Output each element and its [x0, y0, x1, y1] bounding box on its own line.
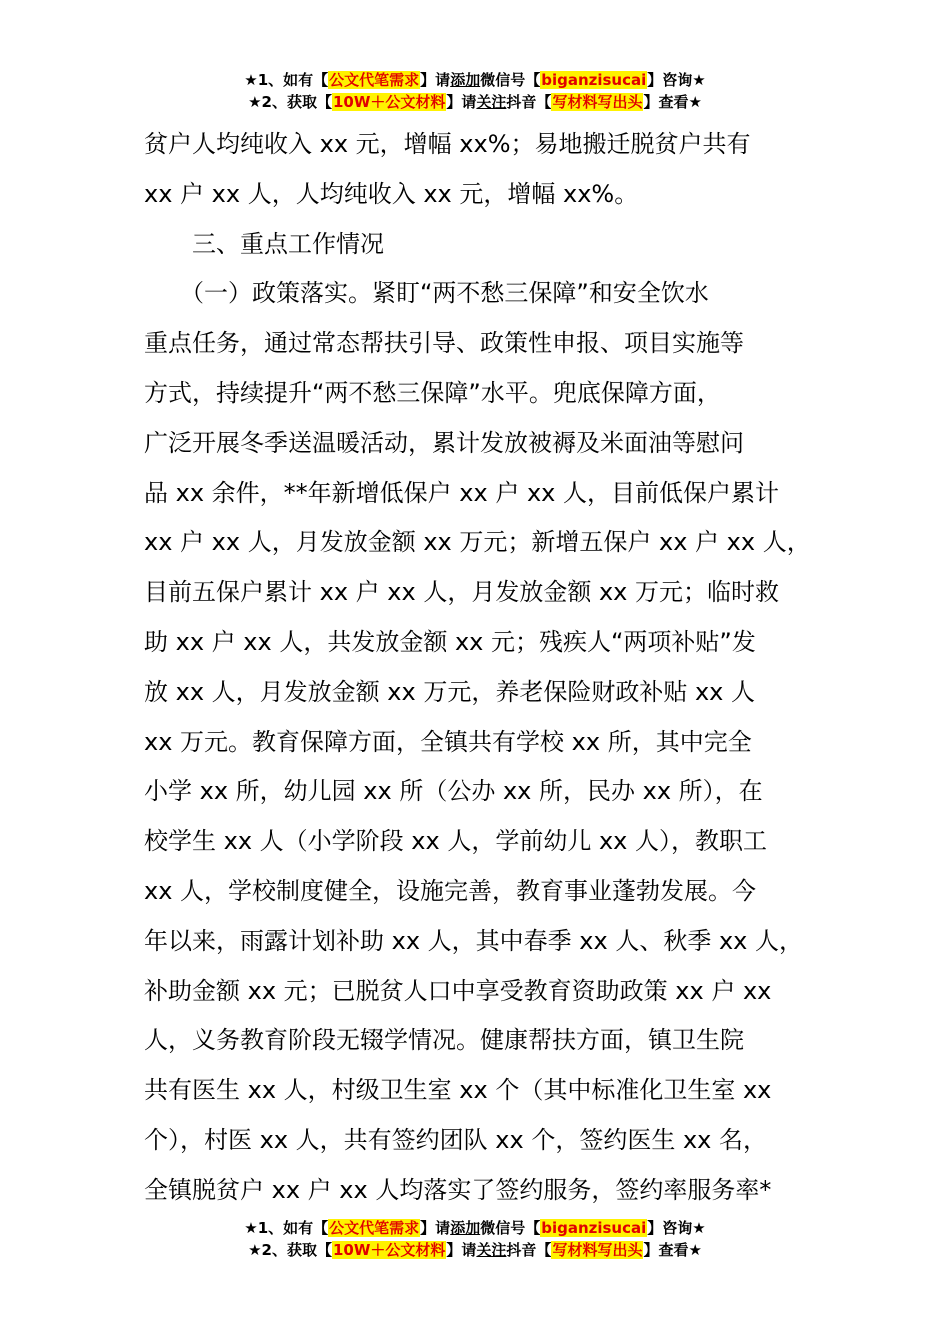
text-line: 年以来，雨露计划补助 xx 人，其中春季 xx 人、秋季 xx 人，	[144, 926, 803, 955]
highlight-douyin-account: 写材料写出头	[552, 93, 643, 111]
banner-line-1	[0, 70, 950, 92]
text-line: 补助金额 xx 元；已脱贫人口中享受教育资助政策 xx 户 xx	[144, 976, 772, 1005]
banner-text: 】请	[420, 1219, 451, 1237]
banner-text: 】咨询★	[647, 71, 706, 89]
text-line: 小学 xx 所，幼儿园 xx 所（公办 xx 所，民办 xx 所），在	[144, 777, 763, 806]
banner-text: 抖音【	[506, 93, 552, 111]
banner-text: ★2、获取【	[248, 1241, 332, 1259]
text-line: xx 人，学校制度健全，设施完善，教育事业蓬勃发展。今	[144, 876, 757, 905]
text-line: 共有医生 xx 人，村级卫生室 xx 个（其中标准化卫生室 xx	[144, 1076, 772, 1105]
text-line: 个），村医 xx 人，共有签约团队 xx 个，签约医生 xx 名，	[144, 1125, 767, 1154]
banner-text: 】咨询★	[647, 1219, 706, 1237]
highlight-service: 公文代笔需求	[329, 71, 420, 89]
banner-line-2	[0, 1240, 950, 1262]
banner-text: 】查看★	[643, 1241, 702, 1259]
banner-underlined-text: 添加	[450, 1219, 481, 1237]
text-line: xx 万元。教育保障方面，全镇共有学校 xx 所，其中完全	[144, 727, 752, 756]
highlight-wechat-id: biganzisucai	[541, 71, 647, 89]
banner-underlined-text: 添加	[450, 71, 481, 89]
text-line: 方式，持续提升“两不愁三保障”水平。兜底保障方面，	[144, 378, 721, 407]
text-line: （一）政策落实。紧盯“两不愁三保障”和安全饮水	[144, 279, 709, 308]
banner-text: 微信号【	[480, 1219, 541, 1237]
highlight-service: 公文代笔需求	[329, 1219, 420, 1237]
banner-text: 】请	[420, 71, 451, 89]
footer-banner	[0, 1218, 950, 1262]
highlight-materials: 10W＋公文材料	[332, 93, 446, 111]
text-line: 放 xx 人，月发放金额 xx 万元，养老保险财政补贴 xx 人	[144, 677, 755, 706]
text-line: 全镇脱贫户 xx 户 xx 人均落实了签约服务，签约率服务率*	[144, 1175, 772, 1204]
highlight-wechat-id: biganzisucai	[541, 1219, 647, 1237]
banner-text: ★2、获取【	[248, 93, 332, 111]
text-line: 助 xx 户 xx 人，共发放金额 xx 元；残疾人“两项补贴”发	[144, 627, 756, 656]
banner-text: ★1、如有【	[244, 1219, 329, 1237]
banner-underlined-text: 关注	[476, 1241, 507, 1259]
text-line: 人，义务教育阶段无辍学情况。健康帮扶方面，镇卫生院	[144, 1026, 744, 1055]
text-line: 校学生 xx 人（小学阶段 xx 人，学前幼儿 xx 人），教职工	[144, 827, 767, 856]
header-banner	[0, 70, 950, 114]
text-line: 重点任务，通过常态帮扶引导、政策性申报、项目实施等	[144, 329, 744, 358]
text-line: 广泛开展冬季送温暖活动，累计发放被褥及米面油等慰问	[144, 428, 744, 457]
banner-line-2	[0, 92, 950, 114]
text-line: xx 户 xx 人，月发放金额 xx 万元；新增五保户 xx 户 xx 人，	[144, 528, 811, 557]
text-line: 贫户人均纯收入 xx 元，增幅 xx%；易地搬迁脱贫户共有	[144, 130, 751, 158]
banner-text: 】请	[446, 93, 477, 111]
banner-text: 抖音【	[506, 1241, 552, 1259]
section-heading: 三、重点工作情况	[144, 229, 384, 258]
text-line: 品 xx 余件，**年新增低保户 xx 户 xx 人，目前低保户累计	[144, 478, 779, 507]
text-line: xx 户 xx 人，人均纯收入 xx 元，增幅 xx%。	[144, 179, 639, 208]
banner-line-1	[0, 1218, 950, 1240]
banner-text: 】查看★	[643, 93, 702, 111]
banner-underlined-text: 关注	[476, 93, 507, 111]
text-line: 目前五保户累计 xx 户 xx 人，月发放金额 xx 万元；临时救	[144, 578, 779, 607]
banner-text: ★1、如有【	[244, 71, 329, 89]
highlight-materials: 10W＋公文材料	[332, 1241, 446, 1259]
highlight-douyin-account: 写材料写出头	[552, 1241, 643, 1259]
banner-text: 微信号【	[480, 71, 541, 89]
banner-text: 】请	[446, 1241, 477, 1259]
document-body	[144, 120, 824, 1216]
